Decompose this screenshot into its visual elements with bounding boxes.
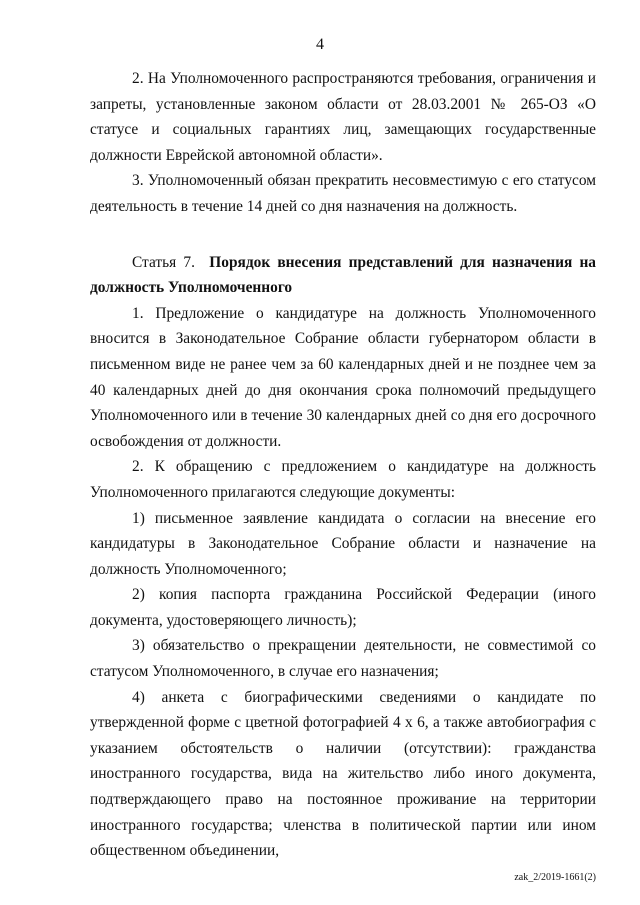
list-item-2-passport: 2) копия паспорта гражданина Российской Федерации (иного документа, удостоверяющего личность);	[90, 586, 596, 629]
list-item-3-obligation: 3) обязательство о прекращении деятельности, не совместимой со статусом Уполномоченного, в случае его назначения;	[90, 637, 596, 681]
paragraph-2-requirements: 2. На Уполномоченного распространяются требования, ограничения и запреты, установленные законом области от 28.03.2001 № 265-ОЗ «О статусе и социальных гарантиях лиц, замещающих государственные должности Еврейской автономной области».	[90, 70, 596, 164]
list-item-4-questionnaire: 4) анкета с биографическими сведениями о кандидате по утвержденной форме с цветной фотографией 4 х 6, а также автобиография с указанием обстоятельств о наличии (отсутствии): гражданства иностранного государства, вида на жительство либо иного документа, подтверждающего право на постоянное проживание на территории иностранного государства; членства в политической партии или ином общественном объединении,	[90, 688, 596, 860]
section-gap	[90, 220, 596, 250]
article-paragraph-1: 1. Предложение о кандидатуре на должность Уполномоченного вносится в Законодательное Собрание области губернатором области в письменном виде не ранее чем за 60 календарных дней и не позднее чем за 40 календарных дней до дня окончания срока полномочий предыдущего Уполномоченного или в течение 30 календарных дней со дня его досрочного освобождения от должности.	[90, 304, 596, 450]
article-label: Статья 7.	[132, 253, 195, 271]
article-paragraph-2: 2. К обращению с предложением о кандидатуре на должность Уполномоченного прилагаются следующие документы:	[90, 458, 596, 501]
list-item-1-application: 1) письменное заявление кандидата о согласии на внесение его кандидатуры в Законодательное Собрание области и назначение на должность Уполномоченного;	[90, 509, 596, 578]
document-body	[90, 66, 596, 864]
article-title: Порядок внесения представлений для назначения на должность Уполномоченного	[90, 253, 597, 297]
paragraph-3-incompatible-activity: 3. Уполномоченный обязан прекратить несовместимую с его статусом деятельность в течение 14 дней со дня назначения на должность.	[90, 172, 596, 215]
page-number: 4	[316, 36, 324, 53]
footer-document-code: zak_2/2019-1661(2)	[514, 872, 596, 883]
article-heading	[90, 250, 596, 301]
